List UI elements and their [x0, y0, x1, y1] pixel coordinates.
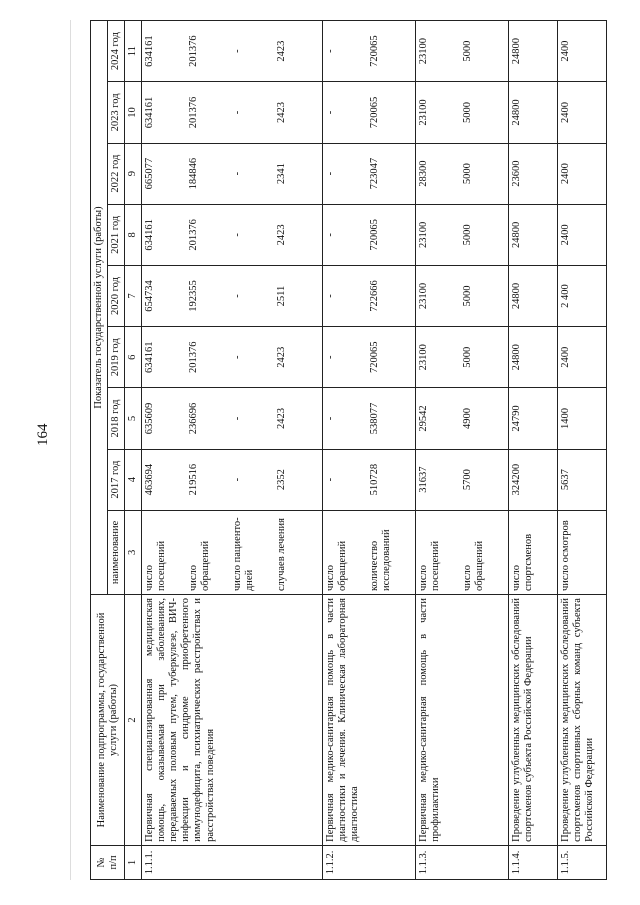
header-year: 2019 год — [108, 327, 125, 388]
value-cell — [558, 388, 607, 449]
indicator-value: 31637 — [418, 466, 430, 493]
indicator-value: - — [325, 294, 337, 298]
indicator-value: 2341 — [276, 163, 288, 185]
indicator-value: 28300 — [418, 160, 430, 187]
value-cell — [142, 21, 323, 82]
indicator-label: число спортсменов — [511, 533, 535, 592]
column-numbers-row — [125, 21, 142, 880]
indicator-label: количество исследований — [369, 529, 393, 592]
indicator-value: 201376 — [188, 96, 200, 129]
row-number: 1.1.3. — [416, 845, 509, 879]
value-cell — [142, 143, 323, 204]
indicator-value: 23600 — [511, 160, 523, 187]
table-row — [558, 21, 607, 880]
value-cell — [416, 388, 509, 449]
column-number: 5 — [125, 388, 142, 449]
indicator-value: 720065 — [369, 341, 381, 373]
indicator-value: 720065 — [369, 219, 381, 251]
indicator-value: - — [232, 294, 244, 298]
column-number: 9 — [125, 143, 142, 204]
indicator-label: случаев лечения — [276, 518, 288, 592]
indicator-value: 538077 — [369, 402, 381, 435]
indicator-value: 2423 — [276, 101, 288, 123]
column-number: 4 — [125, 449, 142, 510]
indicator-labels — [416, 510, 509, 594]
value-cell — [142, 327, 323, 388]
header-number: № п/п — [91, 845, 125, 879]
indicator-value: 5000 — [462, 224, 474, 246]
indicator-value: 23100 — [418, 99, 430, 126]
indicator-label: число пациенто-дней — [232, 517, 256, 592]
column-number: 10 — [125, 82, 142, 143]
indicator-value: 2511 — [276, 285, 288, 307]
column-number: 11 — [125, 21, 142, 82]
indicator-value: 24790 — [511, 405, 523, 432]
indicator-value: 510728 — [369, 463, 381, 496]
indicator-value: - — [232, 49, 244, 53]
indicator-value: 2400 — [560, 163, 572, 185]
indicator-value: - — [325, 49, 337, 53]
indicator-value: 2400 — [560, 224, 572, 246]
header-indicator-group: Показатель государственной услуги (работы) — [91, 21, 108, 595]
value-cell — [558, 327, 607, 388]
header-year: 2020 год — [108, 265, 125, 326]
indicator-value: 463694 — [144, 463, 156, 496]
value-cell — [416, 449, 509, 510]
indicator-value: 2423 — [276, 40, 288, 62]
indicator-value: 665077 — [144, 157, 156, 190]
value-cell — [509, 327, 558, 388]
value-cell — [416, 21, 509, 82]
indicator-value: 2400 — [560, 346, 572, 368]
header-year: 2017 год — [108, 449, 125, 510]
indicator-value: - — [325, 110, 337, 115]
table-row — [142, 21, 323, 880]
scan-edge-line — [70, 20, 71, 880]
table-body — [142, 21, 607, 880]
row-number: 1.1.1. — [142, 845, 323, 879]
value-cell — [509, 449, 558, 510]
indicator-value: 634161 — [144, 219, 156, 251]
column-number: 3 — [125, 510, 142, 594]
indicator-value: 634161 — [144, 96, 156, 129]
indicator-value: - — [325, 477, 337, 482]
indicator-label: число осмотров — [560, 520, 572, 592]
row-number: 1.1.5. — [558, 845, 607, 879]
page-number: 164 — [35, 423, 51, 446]
program-name: Проведение углубленных медицинских обследований спортсменов субъекта Российской Федерации — [509, 595, 558, 846]
row-number: 1.1.4. — [509, 845, 558, 879]
value-cell — [142, 265, 323, 326]
indicator-value: 24800 — [511, 282, 523, 310]
indicator-value: 5000 — [462, 346, 474, 368]
value-cell — [323, 327, 416, 388]
indicator-value: 192355 — [188, 280, 200, 312]
indicator-value: 23100 — [418, 282, 430, 310]
indicator-value: 236696 — [188, 402, 200, 435]
indicator-value: 5700 — [462, 469, 474, 491]
indicator-value: - — [325, 355, 337, 359]
indicator-value: 23100 — [418, 344, 430, 371]
table-row — [509, 21, 558, 880]
indicator-labels — [509, 510, 558, 594]
indicator-labels — [142, 510, 323, 594]
value-cell — [416, 265, 509, 326]
indicator-label: число обращений — [325, 540, 349, 592]
value-cell — [558, 21, 607, 82]
indicator-value: 23100 — [418, 38, 430, 65]
indicator-value: 2423 — [276, 407, 288, 429]
indicator-value: 219516 — [188, 463, 200, 496]
value-cell — [509, 143, 558, 204]
indicator-value: 24800 — [511, 344, 523, 371]
indicator-value: 5000 — [462, 40, 474, 62]
value-cell — [416, 204, 509, 265]
value-cell — [509, 388, 558, 449]
value-cell — [558, 82, 607, 143]
value-cell — [323, 265, 416, 326]
indicator-value: 722666 — [369, 280, 381, 312]
table-row — [416, 21, 509, 880]
column-number: 7 — [125, 265, 142, 326]
indicator-value: 654734 — [144, 280, 156, 312]
program-name: Первичная медико-санитарная помощь в части профилактики — [416, 595, 509, 846]
indicator-value: 23100 — [418, 221, 430, 248]
indicators-table — [90, 20, 607, 880]
value-cell — [509, 204, 558, 265]
indicator-value: 4900 — [462, 407, 474, 429]
column-number: 2 — [125, 595, 142, 846]
indicator-value: - — [325, 233, 337, 237]
indicator-label: число посещений — [418, 540, 442, 592]
indicator-value: - — [232, 416, 244, 421]
header-program-name: Наименование подпрограммы, государственной услуги (работы) — [91, 595, 125, 846]
row-number: 1.1.2. — [323, 845, 416, 879]
indicator-value: - — [232, 355, 244, 359]
value-cell — [558, 143, 607, 204]
indicator-value: 5000 — [462, 163, 474, 185]
value-cell — [509, 82, 558, 143]
value-cell — [416, 327, 509, 388]
value-cell — [509, 21, 558, 82]
indicator-value: 324200 — [511, 463, 523, 496]
program-name: Проведение углубленных медицинских обследований спортсменов спортивных сборных команд субъекта Российской Федерации — [558, 595, 607, 846]
indicator-value: 635609 — [144, 402, 156, 435]
indicator-value: 201376 — [188, 341, 200, 373]
indicator-value: - — [232, 171, 244, 176]
indicator-value: 5000 — [462, 101, 474, 123]
value-cell — [558, 449, 607, 510]
indicator-value: 184846 — [188, 157, 200, 190]
indicator-value: 720065 — [369, 35, 381, 67]
indicator-labels — [558, 510, 607, 594]
indicator-value: - — [232, 233, 244, 237]
indicator-value: 5000 — [462, 285, 474, 307]
indicator-value: 2352 — [276, 469, 288, 491]
indicator-value: 5637 — [560, 469, 572, 491]
indicator-value: 2423 — [276, 224, 288, 246]
indicator-label: число обращений — [462, 540, 486, 592]
indicator-label: число посещений — [144, 540, 168, 592]
header-year: 2024 год — [108, 21, 125, 82]
indicator-value: 2400 — [560, 40, 572, 62]
indicator-value: 720065 — [369, 96, 381, 129]
value-cell — [416, 143, 509, 204]
indicator-value: 2423 — [276, 346, 288, 368]
indicator-value: 2 400 — [560, 284, 572, 308]
header-year: 2018 год — [108, 388, 125, 449]
indicator-value: 24800 — [511, 38, 523, 65]
indicator-value: 634161 — [144, 341, 156, 373]
indicator-labels — [323, 510, 416, 594]
value-cell — [323, 21, 416, 82]
column-number: 1 — [125, 845, 142, 879]
table-row — [323, 21, 416, 880]
indicator-value: 201376 — [188, 35, 200, 67]
indicator-label: число обращений — [188, 540, 212, 592]
header-row-1 — [91, 21, 108, 880]
indicator-value: 723047 — [369, 157, 381, 190]
program-name: Первичная медико-санитарная помощь в части диагностики и лечения. Клиническая лабораторная диагностика — [323, 595, 416, 846]
value-cell — [142, 388, 323, 449]
indicator-value: 201376 — [188, 219, 200, 251]
header-year: 2022 год — [108, 143, 125, 204]
program-name: Первичная специализированная медицинская помощь, оказываемая при заболеваниях, передаваемых половым путем, туберкулезе, ВИЧ-инфекции и синдроме приобретенного иммунодефицита, психиатрических расстройствах и расстройствах поведения — [142, 595, 323, 846]
value-cell — [323, 388, 416, 449]
value-cell — [323, 204, 416, 265]
value-cell — [323, 143, 416, 204]
column-number: 6 — [125, 327, 142, 388]
value-cell — [142, 449, 323, 510]
indicator-value: - — [325, 416, 337, 421]
value-cell — [323, 82, 416, 143]
indicator-value: 634161 — [144, 35, 156, 67]
column-number: 8 — [125, 204, 142, 265]
indicator-value: 2400 — [560, 101, 572, 123]
header-year: 2021 год — [108, 204, 125, 265]
value-cell — [142, 204, 323, 265]
indicator-value: 24800 — [511, 221, 523, 248]
value-cell — [323, 449, 416, 510]
indicator-value: - — [232, 477, 244, 482]
value-cell — [416, 82, 509, 143]
value-cell — [142, 82, 323, 143]
header-year: 2023 год — [108, 82, 125, 143]
header-indicator-name: наименование — [108, 510, 125, 594]
indicator-value: 24800 — [511, 99, 523, 126]
indicator-value: 29542 — [418, 405, 430, 432]
indicator-value: - — [325, 171, 337, 176]
indicators-table-wrapper — [90, 20, 607, 880]
indicator-value: 1400 — [560, 407, 572, 429]
value-cell — [558, 204, 607, 265]
indicator-value: - — [232, 110, 244, 115]
value-cell — [558, 265, 607, 326]
value-cell — [509, 265, 558, 326]
